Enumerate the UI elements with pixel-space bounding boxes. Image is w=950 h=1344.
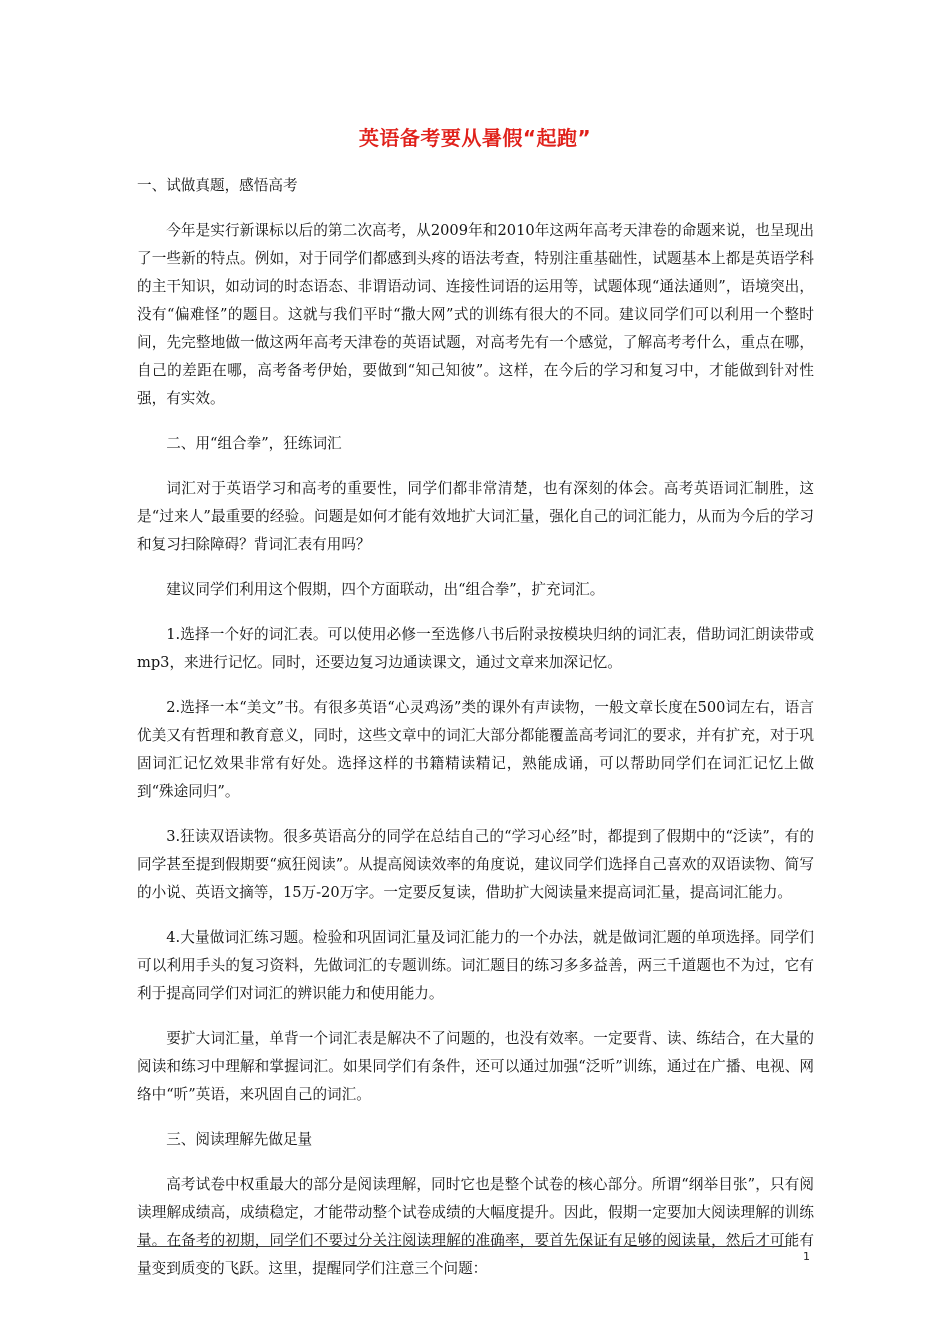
page-number: 1: [803, 1250, 810, 1263]
footer-divider: [137, 1246, 787, 1247]
section-heading-1: 一、试做真题，感悟高考: [137, 177, 298, 194]
paragraph: 高考试卷中权重最大的部分是阅读理解，同时它也是整个试卷的核心部分。所谓“纲举目张”，只有阅读理解成绩高，成绩稳定，才能带动整个试卷成绩的大幅度提升。因此，假期一定要加大阅读理解的训练量。在备考的初期，同学们不要过分关注阅读理解的准确率，要首先保证有足够的阅读量，然后才可能有量变到质变的飞跃。这里，提醒同学们注意三个问题：: [137, 1176, 814, 1277]
paragraph: 要扩大词汇量，单背一个词汇表是解决不了问题的，也没有效率。一定要背、读、练结合，在大量的阅读和练习中理解和掌握词汇。如果同学们有条件，还可以通过加强“泛听”训练，通过在广播、电视、网络中“听”英语，来巩固自己的词汇。: [137, 1030, 814, 1103]
document-body: [137, 172, 814, 1300]
list-item-paragraph: 4.大量做词汇练习题。检验和巩固词汇量及词汇能力的一个办法，就是做词汇题的单项选择。同学们可以利用手头的复习资料，先做词汇的专题训练。词汇题目的练习多多益善，两三千道题也不为过，它有利于提高同学们对词汇的辨识能力和使用能力。: [137, 929, 814, 1002]
section-heading-3: 三、阅读理解先做足量: [166, 1131, 313, 1148]
section-heading-2: 二、用“组合拳”，狂练词汇: [166, 435, 342, 452]
paragraph: 建议同学们利用这个假期，四个方面联动，出“组合拳”，扩充词汇。: [166, 581, 605, 598]
document-title: 英语备考要从暑假“起跑”: [358, 126, 592, 150]
list-item-paragraph: 2.选择一本“美文”书。有很多英语“心灵鸡汤”类的课外有声读物，一般文章长度在500词左右，语言优美又有哲理和教育意义，同时，这些文章中的词汇大部分都能覆盖高考词汇的要求，并有扩充，对于巩固词汇记忆效果非常有好处。选择这样的书籍精读精记，熟能成诵，可以帮助同学们在词汇记忆上做到“殊途同归”。: [137, 699, 814, 800]
list-item-paragraph: 3.狂读双语读物。很多英语高分的同学在总结自己的“学习心经”时，都提到了假期中的“泛读”，有的同学甚至提到假期要“疯狂阅读”。从提高阅读效率的角度说，建议同学们选择自己喜欢的双语读物、简写的小说、英语文摘等，15万-20万字。一定要反复读，借助扩大阅读量来提高词汇量，提高词汇能力。: [137, 828, 814, 901]
paragraph: 今年是实行新课标以后的第二次高考，从2009年和2010年这两年高考天津卷的命题来说，也呈现出了一些新的特点。例如，对于同学们都感到头疼的语法考查，特别注重基础性，试题基本上都是英语学科的主干知识，如动词的时态语态、非谓语动词、连接性词语的运用等，试题体现“通法通则”，语境突出，没有“偏难怪”的题目。这就与我们平时“撒大网”式的训练有很大的不同。建议同学们可以利用一个整时间，先完整地做一做这两年高考天津卷的英语试题，对高考先有一个感觉，了解高考考什么，重点在哪，自己的差距在哪，高考备考伊始，要做到“知己知彼”。这样，在今后的学习和复习中，才能做到针对性强，有实效。: [137, 222, 814, 407]
paragraph: 词汇对于英语学习和高考的重要性，同学们都非常清楚，也有深刻的体会。高考英语词汇制胜，这是“过来人”最重要的经验。问题是如何才能有效地扩大词汇量，强化自己的词汇能力，从而为今后的学习和复习扫除障碍？背词汇表有用吗？: [137, 480, 814, 553]
list-item-paragraph: 1.选择一个好的词汇表。可以使用必修一至选修八书后附录按模块归纳的词汇表，借助词汇朗读带或mp3，来进行记忆。同时，还要边复习边通读课文，通过文章来加深记忆。: [137, 626, 814, 671]
